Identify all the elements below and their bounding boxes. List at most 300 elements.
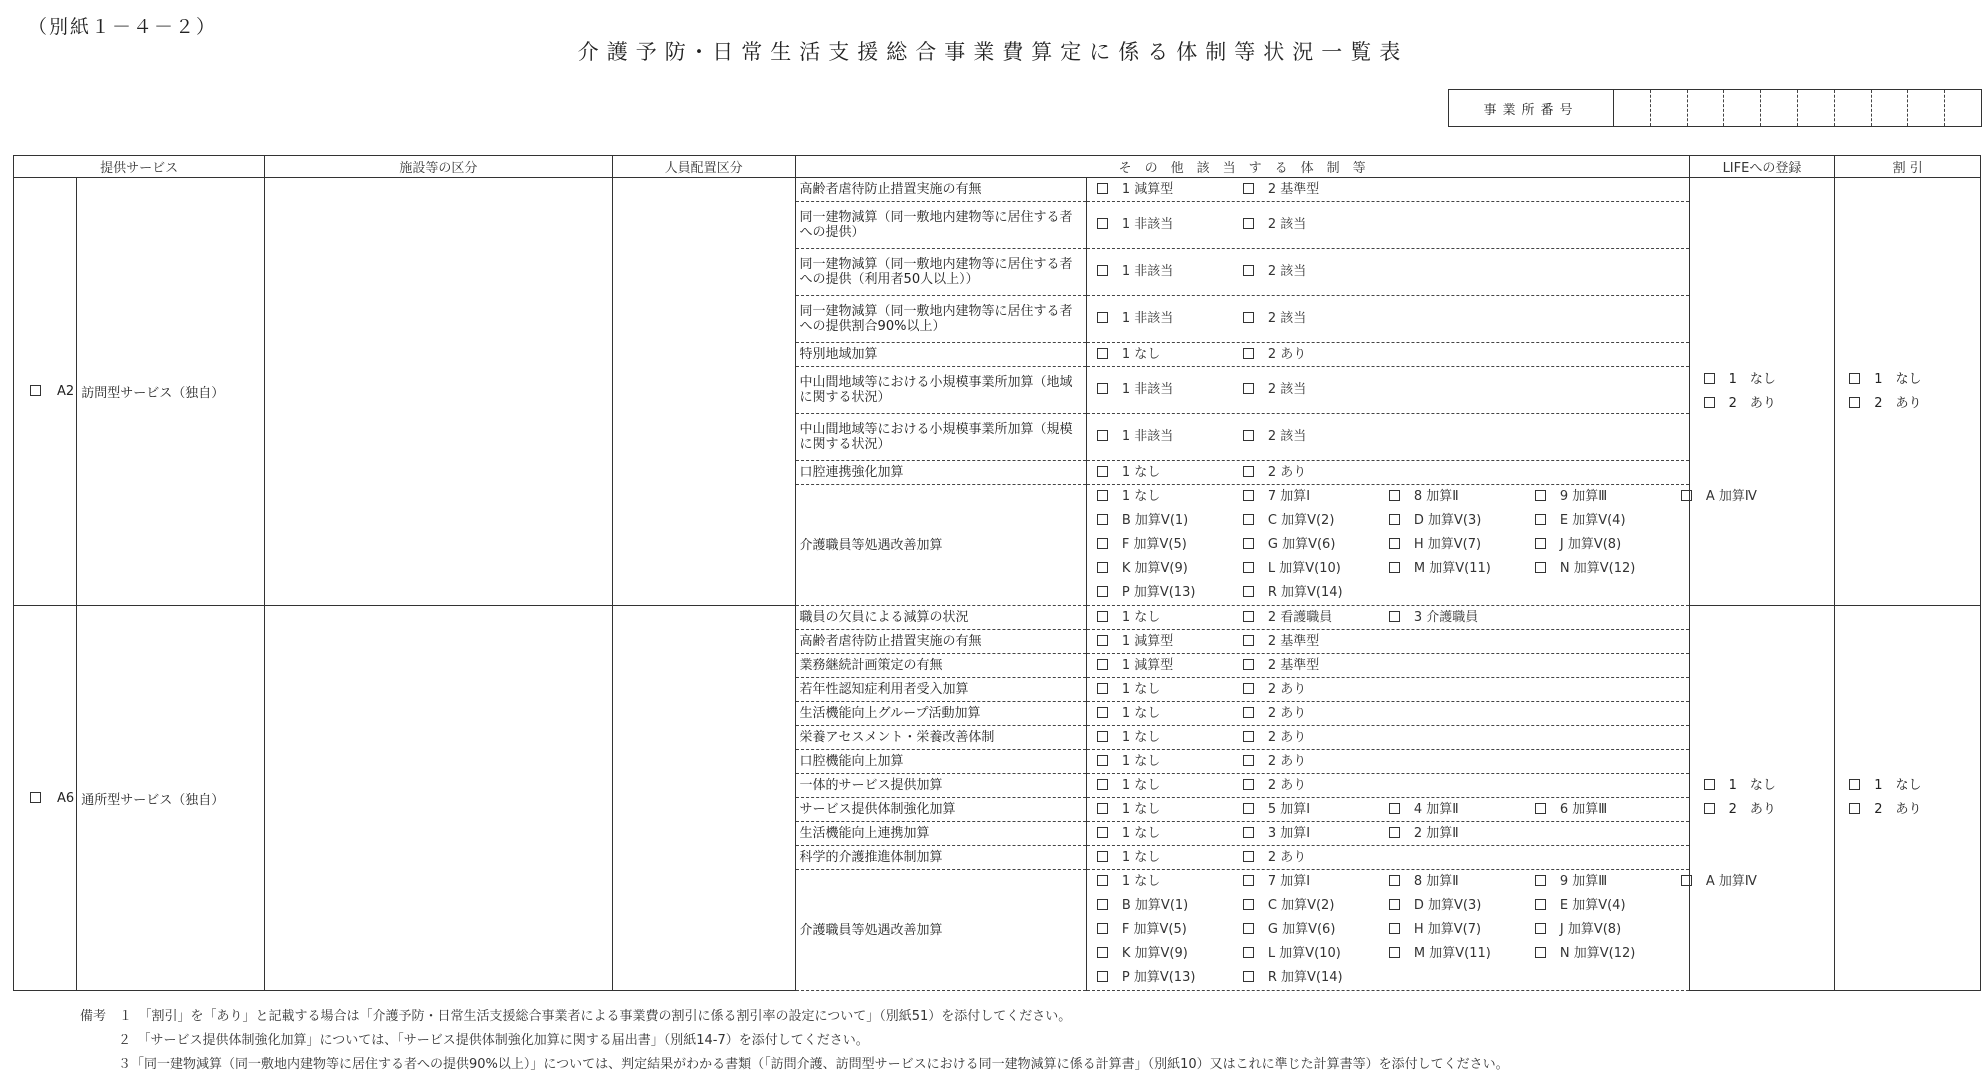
option-label: 1 なし <box>1728 371 1776 387</box>
option-label: 1 なし <box>1121 778 1161 793</box>
options-line <box>1091 557 1685 581</box>
checkbox[interactable] <box>1097 899 1108 910</box>
option-label: 1 なし <box>1121 874 1161 889</box>
options-line <box>1091 799 1685 820</box>
option[interactable] <box>1097 533 1231 557</box>
option[interactable] <box>1243 581 1377 605</box>
option-label: 1 なし <box>1121 730 1161 745</box>
options-line <box>1091 179 1685 200</box>
checkbox[interactable] <box>1389 899 1400 910</box>
item-label: 同一建物減算（同一敷地内建物等に居住する者への提供） <box>795 202 1086 249</box>
option[interactable] <box>1243 655 1377 676</box>
checkbox[interactable] <box>1097 265 1108 276</box>
checkbox[interactable] <box>1097 779 1108 790</box>
checkbox[interactable] <box>1097 586 1108 597</box>
note-1: 備考 １ 「割引」を「あり」と記載する場合は「介護予防・日常生活支援総合事業者による事業費の割引に係る割引率の設定について」（別紙51）を添付してください。 <box>80 1009 1072 1024</box>
office-number-digit[interactable] <box>1724 90 1761 126</box>
checkbox[interactable] <box>1849 373 1860 384</box>
option-label: 2 あり <box>1874 802 1922 817</box>
checkbox[interactable] <box>1704 803 1715 814</box>
option-label: 3 加算Ⅰ <box>1267 826 1311 841</box>
option-label: 1 なし <box>1121 489 1161 504</box>
option[interactable] <box>1243 485 1377 509</box>
checkbox[interactable] <box>1681 490 1692 501</box>
checkbox[interactable] <box>1097 218 1108 229</box>
option[interactable] <box>1097 607 1231 628</box>
option[interactable] <box>1243 533 1377 557</box>
checkbox[interactable] <box>1097 514 1108 525</box>
checkbox[interactable] <box>1243 490 1254 501</box>
checkbox[interactable] <box>1243 430 1254 441</box>
option-label: C 加算Ⅴ(2) <box>1267 513 1335 528</box>
checkbox[interactable] <box>1097 312 1108 323</box>
option-label: 1 なし <box>1121 682 1161 697</box>
checkbox[interactable] <box>1535 947 1546 958</box>
checkbox[interactable] <box>1097 611 1108 622</box>
option[interactable] <box>1389 485 1523 509</box>
option[interactable] <box>1839 798 1976 822</box>
option[interactable] <box>1097 509 1231 533</box>
checkbox[interactable] <box>1535 803 1546 814</box>
checkbox[interactable] <box>1243 803 1254 814</box>
option[interactable] <box>1694 392 1831 416</box>
notes <box>80 1005 1509 1077</box>
option-label: 1 なし <box>1121 347 1161 362</box>
option-label: 3 介護職員 <box>1413 610 1479 625</box>
option[interactable] <box>1243 703 1377 724</box>
option[interactable] <box>1097 799 1231 820</box>
option[interactable] <box>1535 509 1669 533</box>
option[interactable] <box>1243 727 1377 748</box>
option[interactable] <box>1097 344 1231 365</box>
item-options <box>1086 296 1689 343</box>
table-body <box>14 178 1981 991</box>
option[interactable] <box>1243 847 1377 868</box>
option-label: 2 あり <box>1728 802 1776 817</box>
service-name: 訪問型サービス（独自） <box>77 178 265 606</box>
checkbox[interactable] <box>1389 803 1400 814</box>
option[interactable] <box>1535 918 1669 942</box>
checkbox[interactable] <box>1704 373 1715 384</box>
checkbox[interactable] <box>1097 490 1108 501</box>
item-options <box>1086 798 1689 822</box>
option[interactable] <box>1097 775 1231 796</box>
options-line <box>1091 894 1685 918</box>
options-line <box>1091 870 1757 894</box>
option[interactable] <box>1389 509 1523 533</box>
checkbox[interactable] <box>1243 971 1254 982</box>
item-options <box>1086 846 1689 870</box>
checkbox[interactable] <box>1097 562 1108 573</box>
option-label: L 加算Ⅴ(10) <box>1267 946 1341 961</box>
checkbox[interactable] <box>1535 538 1546 549</box>
option[interactable] <box>1389 799 1523 820</box>
status-table <box>13 155 1981 991</box>
option-label: K 加算Ⅴ(9) <box>1121 561 1188 576</box>
item-options <box>1086 249 1689 296</box>
option[interactable] <box>1097 751 1231 772</box>
checkbox[interactable] <box>1849 779 1860 790</box>
checkbox[interactable] <box>1389 514 1400 525</box>
table-row <box>14 606 1981 630</box>
option[interactable] <box>1243 870 1377 894</box>
option[interactable] <box>1243 751 1377 772</box>
item-label: 科学的介護推進体制加算 <box>795 846 1086 870</box>
item-label: 栄養アセスメント・栄養改善体制 <box>795 726 1086 750</box>
office-number-digit[interactable] <box>1761 90 1798 126</box>
option-label: 7 加算Ⅰ <box>1267 874 1311 889</box>
life-cell <box>1689 606 1835 991</box>
option[interactable] <box>1097 368 1231 412</box>
checkbox[interactable] <box>1097 659 1108 670</box>
option[interactable] <box>1097 870 1231 894</box>
item-options <box>1086 774 1689 798</box>
checkbox[interactable] <box>1097 923 1108 934</box>
facility-cell <box>265 178 613 606</box>
checkbox[interactable] <box>1243 731 1254 742</box>
option[interactable] <box>1243 918 1377 942</box>
checkbox[interactable] <box>1389 562 1400 573</box>
option[interactable] <box>1389 823 1523 844</box>
item-label: 高齢者虐待防止措置実施の有無 <box>795 630 1086 654</box>
option[interactable] <box>1243 509 1377 533</box>
options-line <box>1091 703 1685 724</box>
item-options <box>1086 822 1689 846</box>
options-line <box>1091 823 1685 844</box>
checkbox[interactable] <box>1389 611 1400 622</box>
item-options <box>1086 485 1757 606</box>
checkbox[interactable] <box>1535 923 1546 934</box>
checkbox[interactable] <box>1097 971 1108 982</box>
option[interactable] <box>1389 533 1523 557</box>
option[interactable] <box>1097 297 1231 341</box>
staffing-cell <box>612 606 795 991</box>
option-label: 9 加算Ⅲ <box>1559 489 1608 504</box>
option[interactable] <box>1839 392 1976 416</box>
office-number-digit[interactable] <box>1908 90 1945 126</box>
checkbox[interactable] <box>1097 707 1108 718</box>
option-label: 2 該当 <box>1267 311 1307 326</box>
options-line <box>1091 368 1685 412</box>
option[interactable] <box>1389 557 1523 581</box>
option[interactable] <box>1243 415 1377 459</box>
option[interactable] <box>1097 679 1231 700</box>
office-number-digit[interactable] <box>1688 90 1725 126</box>
item-label: 口腔機能向上加算 <box>795 750 1086 774</box>
item-label: 職員の欠員による減算の状況 <box>795 606 1086 630</box>
option[interactable] <box>1243 894 1377 918</box>
checkbox[interactable] <box>1097 851 1108 862</box>
col-other: そ の 他 該 当 す る 体 制 等 <box>795 156 1689 178</box>
option-label: 2 該当 <box>1267 217 1307 232</box>
options-line <box>1091 775 1685 796</box>
option-label: L 加算Ⅴ(10) <box>1267 561 1341 576</box>
options-line <box>1091 297 1685 341</box>
service-checkbox-cell <box>14 606 77 991</box>
option[interactable] <box>1839 774 1976 798</box>
item-label: 特別地域加算 <box>795 343 1086 367</box>
item-label: 介護職員等処遇改善加算 <box>795 485 1086 606</box>
option[interactable] <box>1389 894 1523 918</box>
option-label: F 加算Ⅴ(5) <box>1121 922 1187 937</box>
checkbox[interactable] <box>1243 635 1254 646</box>
checkbox[interactable] <box>1243 755 1254 766</box>
note-3: ３「同一建物減算（同一敷地内建物等に居住する者への提供90%以上）」については、判定結果がわかる書類（「訪問介護、訪問型サービスにおける同一建物減算に係る計算書」（別紙10）又はこれに準じた計算書等）を添付してください。 <box>118 1057 1509 1072</box>
option-label: H 加算Ⅴ(7) <box>1413 537 1482 552</box>
item-options <box>1086 870 1757 991</box>
option[interactable] <box>1243 607 1377 628</box>
checkbox[interactable] <box>1097 947 1108 958</box>
option-label: B 加算Ⅴ(1) <box>1121 898 1189 913</box>
option-label: G 加算Ⅴ(6) <box>1267 922 1336 937</box>
option[interactable] <box>1097 894 1231 918</box>
checkbox[interactable] <box>1243 779 1254 790</box>
option-label: P 加算Ⅴ(13) <box>1121 585 1196 600</box>
option[interactable] <box>1243 179 1377 200</box>
office-number-digit[interactable] <box>1945 90 1981 126</box>
option-label: 2 加算Ⅱ <box>1413 826 1459 841</box>
option-label: 1 なし <box>1121 754 1161 769</box>
options-line <box>1091 918 1685 942</box>
checkbox[interactable] <box>1243 899 1254 910</box>
item-label: 生活機能向上連携加算 <box>795 822 1086 846</box>
checkbox[interactable] <box>1097 731 1108 742</box>
col-discount: 割 引 <box>1835 156 1981 178</box>
option-label: 2 あり <box>1267 850 1307 865</box>
option[interactable] <box>1243 631 1377 652</box>
option[interactable] <box>1535 942 1669 966</box>
option[interactable] <box>1694 368 1831 392</box>
options-line <box>1091 966 1685 990</box>
checkbox[interactable] <box>1097 383 1108 394</box>
option-label: H 加算Ⅴ(7) <box>1413 922 1482 937</box>
checkbox[interactable] <box>1243 466 1254 477</box>
checkbox[interactable] <box>1243 218 1254 229</box>
checkbox[interactable] <box>1243 586 1254 597</box>
checkbox[interactable] <box>1097 683 1108 694</box>
item-label: 同一建物減算（同一敷地内建物等に居住する者への提供（利用者50人以上）） <box>795 249 1086 296</box>
office-number-digit[interactable] <box>1798 90 1835 126</box>
option[interactable] <box>1097 703 1231 724</box>
item-label: 口腔連携強化加算 <box>795 461 1086 485</box>
option[interactable] <box>1097 631 1231 652</box>
checkbox[interactable] <box>1535 514 1546 525</box>
item-options <box>1086 702 1689 726</box>
option-label: A 加算Ⅳ <box>1705 874 1757 889</box>
checkbox[interactable] <box>1243 827 1254 838</box>
option[interactable] <box>1389 942 1523 966</box>
options-line <box>1091 727 1685 748</box>
option[interactable] <box>1097 179 1231 200</box>
facility-cell <box>265 606 613 991</box>
checkbox[interactable] <box>1243 923 1254 934</box>
option[interactable] <box>1097 203 1231 247</box>
checkbox[interactable] <box>1243 383 1254 394</box>
office-number-box <box>1448 89 1982 127</box>
option[interactable] <box>1243 557 1377 581</box>
option-label: R 加算Ⅴ(14) <box>1267 585 1343 600</box>
checkbox[interactable] <box>1243 514 1254 525</box>
option-label: 2 あり <box>1267 706 1307 721</box>
checkbox[interactable] <box>1243 265 1254 276</box>
option[interactable] <box>1681 870 1815 894</box>
option[interactable] <box>1535 894 1669 918</box>
option[interactable] <box>1243 799 1377 820</box>
checkbox[interactable] <box>1097 183 1108 194</box>
checkbox[interactable] <box>1097 348 1108 359</box>
option[interactable] <box>1389 870 1523 894</box>
option[interactable] <box>1243 250 1377 294</box>
option-label: 1 なし <box>1121 826 1161 841</box>
option-label: 1 非該当 <box>1121 382 1174 397</box>
checkbox[interactable] <box>1389 490 1400 501</box>
checkbox[interactable] <box>1849 803 1860 814</box>
option[interactable] <box>1097 557 1231 581</box>
checkbox[interactable] <box>1243 348 1254 359</box>
option[interactable] <box>1535 799 1669 820</box>
checkbox[interactable] <box>1849 397 1860 408</box>
checkbox[interactable] <box>1535 899 1546 910</box>
checkbox[interactable] <box>1243 707 1254 718</box>
checkbox[interactable] <box>1243 538 1254 549</box>
option[interactable] <box>1243 966 1377 990</box>
option[interactable] <box>1243 942 1377 966</box>
option[interactable] <box>1097 942 1231 966</box>
options-line <box>1091 581 1685 605</box>
checkbox[interactable] <box>1097 430 1108 441</box>
option-label: K 加算Ⅴ(9) <box>1121 946 1188 961</box>
checkbox[interactable] <box>1097 875 1108 886</box>
checkbox[interactable] <box>1535 875 1546 886</box>
option[interactable] <box>1097 727 1231 748</box>
life-cell <box>1689 178 1835 606</box>
option-label: 1 減算型 <box>1121 634 1174 649</box>
options-line <box>1091 631 1685 652</box>
option[interactable] <box>1097 847 1231 868</box>
checkbox[interactable] <box>1097 827 1108 838</box>
staffing-cell <box>612 178 795 606</box>
office-number-digit[interactable] <box>1835 90 1872 126</box>
option[interactable] <box>1243 368 1377 412</box>
checkbox[interactable] <box>1389 923 1400 934</box>
option[interactable] <box>1097 966 1231 990</box>
item-label: 中山間地域等における小規模事業所加算（地域に関する状況） <box>795 367 1086 414</box>
checkbox[interactable] <box>1389 875 1400 886</box>
option[interactable] <box>1839 368 1976 392</box>
document-title: 介護予防･日常生活支援総合事業費算定に係る体制等状況一覧表 <box>577 40 1409 64</box>
checkbox[interactable] <box>1243 683 1254 694</box>
option[interactable] <box>1097 415 1231 459</box>
checkbox[interactable] <box>1704 397 1715 408</box>
option-label: 7 加算Ⅰ <box>1267 489 1311 504</box>
options-line <box>1091 679 1685 700</box>
option[interactable] <box>1535 557 1669 581</box>
item-options <box>1086 202 1689 249</box>
checkbox[interactable] <box>1243 562 1254 573</box>
checkbox[interactable] <box>1535 562 1546 573</box>
option[interactable] <box>1097 823 1231 844</box>
checkbox[interactable] <box>1243 312 1254 323</box>
option[interactable] <box>1243 679 1377 700</box>
checkbox[interactable] <box>1097 466 1108 477</box>
options-line <box>1091 751 1685 772</box>
option[interactable] <box>1243 823 1377 844</box>
options-line <box>1091 462 1685 483</box>
option-label: 2 あり <box>1728 395 1776 411</box>
checkbox[interactable] <box>1097 635 1108 646</box>
option[interactable] <box>1535 485 1669 509</box>
checkbox[interactable] <box>1243 659 1254 670</box>
option[interactable] <box>1243 203 1377 247</box>
option[interactable] <box>1243 462 1377 483</box>
option[interactable] <box>1097 581 1231 605</box>
checkbox[interactable] <box>1097 538 1108 549</box>
office-number-digit[interactable] <box>1614 90 1651 126</box>
item-options <box>1086 414 1689 461</box>
option-label: 2 該当 <box>1267 382 1307 397</box>
checkbox[interactable] <box>1097 755 1108 766</box>
checkbox[interactable] <box>30 385 41 396</box>
option[interactable] <box>1535 533 1669 557</box>
option-label: J 加算Ⅴ(8) <box>1559 537 1622 552</box>
service-name: 通所型サービス（独自） <box>77 606 265 991</box>
option[interactable] <box>1097 485 1231 509</box>
option[interactable] <box>1243 344 1377 365</box>
option-label: 2 基準型 <box>1267 634 1320 649</box>
option[interactable] <box>1694 774 1831 798</box>
option-label: E 加算Ⅴ(4) <box>1559 513 1626 528</box>
checkbox[interactable] <box>1389 538 1400 549</box>
checkbox[interactable] <box>1243 851 1254 862</box>
checkbox[interactable] <box>1243 947 1254 958</box>
checkbox[interactable] <box>1389 947 1400 958</box>
option[interactable] <box>1389 918 1523 942</box>
checkbox[interactable] <box>1243 183 1254 194</box>
header-row <box>14 156 1981 178</box>
checkbox[interactable] <box>1535 490 1546 501</box>
option[interactable] <box>1694 798 1831 822</box>
option-label: 1 非該当 <box>1121 264 1174 279</box>
office-number-digit[interactable] <box>1872 90 1909 126</box>
checkbox[interactable] <box>1243 611 1254 622</box>
document-label: （別紙１－４－２） <box>28 16 218 38</box>
option[interactable] <box>1389 607 1523 628</box>
options-line <box>1091 203 1685 247</box>
checkbox[interactable] <box>1097 803 1108 814</box>
option[interactable] <box>1535 870 1669 894</box>
option[interactable] <box>1681 485 1815 509</box>
option-label: 8 加算Ⅱ <box>1413 489 1459 504</box>
item-label: 業務継続計画策定の有無 <box>795 654 1086 678</box>
options-line <box>1091 344 1685 365</box>
options-line <box>1091 250 1685 294</box>
option[interactable] <box>1243 775 1377 796</box>
checkbox[interactable] <box>30 792 41 803</box>
option[interactable] <box>1243 297 1377 341</box>
office-number-digit[interactable] <box>1651 90 1688 126</box>
checkbox[interactable] <box>1704 779 1715 790</box>
option[interactable] <box>1097 462 1231 483</box>
checkbox[interactable] <box>1243 875 1254 886</box>
option[interactable] <box>1097 655 1231 676</box>
service-checkbox-cell <box>14 178 77 606</box>
checkbox[interactable] <box>1681 875 1692 886</box>
option[interactable] <box>1097 918 1231 942</box>
checkbox[interactable] <box>1389 827 1400 838</box>
options-line <box>1091 847 1685 868</box>
option-label: 6 加算Ⅲ <box>1559 802 1608 817</box>
option[interactable] <box>1097 250 1231 294</box>
